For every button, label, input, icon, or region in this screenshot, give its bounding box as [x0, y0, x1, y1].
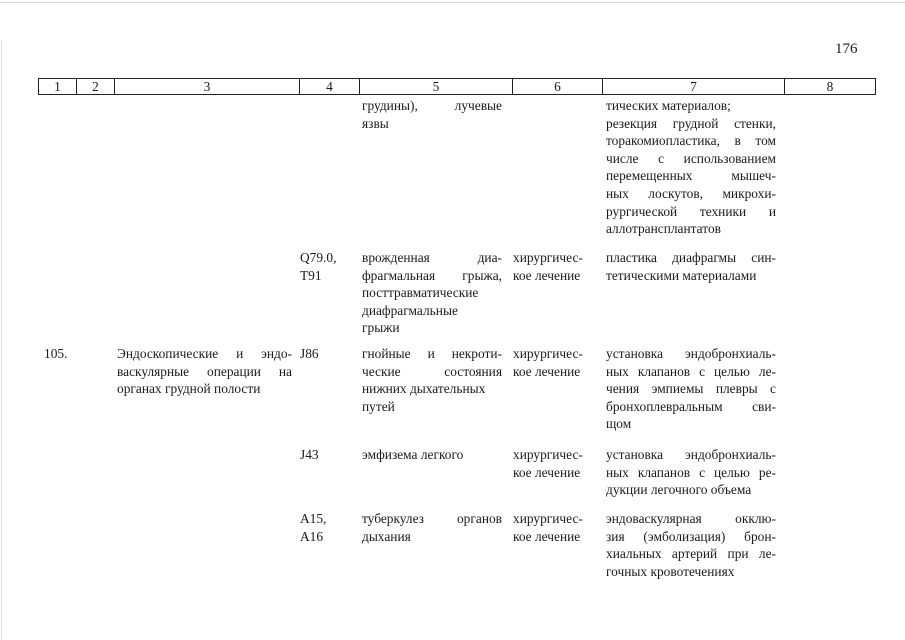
- text-line: гнойные и некроти-: [362, 346, 502, 361]
- text-line: Эндоскопические и эндо-: [117, 346, 292, 361]
- text-line: зия (эмболизация) брон-: [606, 528, 776, 544]
- continuation-model-cell: [362, 97, 502, 132]
- text-line: Q79.0,: [300, 250, 337, 265]
- text-line: J86: [300, 346, 319, 361]
- text-line: дыхания: [362, 528, 411, 544]
- text-line: числе с использованием: [606, 150, 776, 166]
- column-header-8: 8: [826, 79, 834, 94]
- row-1-method-cell: [606, 249, 776, 284]
- text-line: кое лечение: [513, 528, 581, 544]
- row-4-method-cell: [606, 510, 776, 580]
- continuation-method-cell: [606, 97, 776, 238]
- row-2-name-cell: [117, 345, 292, 398]
- text-line: A16: [300, 528, 324, 544]
- row-2-number-cell: 105.: [44, 346, 68, 361]
- text-line: аллотрансплантатов: [606, 221, 721, 237]
- text-line: щом: [606, 416, 632, 432]
- text-line: ческие состояния: [362, 363, 502, 379]
- text-line: органах грудной полости: [117, 381, 261, 397]
- text-line: ных клапанов с целью ле-: [606, 363, 776, 379]
- row-2-code-cell: [300, 345, 352, 363]
- text-line: эндоваскулярная окклю-: [606, 511, 776, 526]
- text-line: установка эндобронхиаль-: [606, 447, 776, 462]
- text-line: A15,: [300, 511, 327, 526]
- row-2-treatment-cell: [513, 345, 593, 380]
- text-line: пластика диафрагмы син-: [606, 250, 776, 265]
- row-1-treatment-cell: [513, 249, 593, 284]
- text-line: торакомиопластика, в том: [606, 133, 776, 149]
- row-3-model-cell: [362, 446, 502, 464]
- text-line: врожденная диа-: [362, 250, 502, 265]
- text-line: перемещенных мышеч-: [606, 168, 776, 184]
- text-line: рургической техники и: [606, 203, 776, 219]
- text-line: кое лечение: [513, 267, 581, 283]
- table-header-row: [38, 78, 876, 95]
- row-1-model-cell: [362, 249, 502, 337]
- text-line: T91: [300, 267, 322, 283]
- column-header-4: 4: [300, 79, 360, 94]
- text-line: установка эндобронхиаль-: [606, 346, 776, 361]
- row-4-model-cell: [362, 510, 502, 545]
- text-line: J43: [300, 447, 319, 462]
- row-2-model-cell: [362, 345, 502, 415]
- text-line: тетическими материалами: [606, 267, 757, 283]
- text-line: грыжи: [362, 320, 400, 336]
- text-line: язвы: [362, 115, 389, 131]
- row-4-code-cell: [300, 510, 352, 545]
- text-line: ных лоскутов, микрохи-: [606, 185, 776, 201]
- text-line: чения эмпиемы плевры с: [606, 381, 776, 397]
- scan-left-edge: [1, 40, 2, 640]
- text-line: посттравматические: [362, 285, 479, 301]
- text-line: туберкулез органов: [362, 511, 502, 526]
- text-line: ных клапанов с целью ре-: [606, 464, 776, 480]
- text-line: эмфизема легкого: [362, 447, 464, 462]
- text-line: грудины), лучевые: [362, 98, 502, 113]
- text-line: гочных кровотечениях: [606, 563, 735, 579]
- text-line: кое лечение: [513, 464, 581, 480]
- text-line: хирургичес-: [513, 447, 583, 462]
- text-line: резекция грудной стенки,: [606, 115, 776, 131]
- text-line: хирургичес-: [513, 346, 583, 361]
- column-header-2: 2: [77, 79, 115, 94]
- text-line: хирургичес-: [513, 511, 583, 526]
- row-2-method-cell: [606, 345, 776, 433]
- text-line: нижних дыхательных: [362, 381, 486, 397]
- row-4-treatment-cell: [513, 510, 593, 545]
- row-3-code-cell: [300, 446, 352, 464]
- row-3-treatment-cell: [513, 446, 593, 481]
- page-number: 176: [835, 41, 858, 57]
- column-header-3: 3: [115, 79, 300, 94]
- column-header-7: 7: [603, 79, 785, 94]
- text-line: бронхоплевральным сви-: [606, 398, 776, 414]
- text-line: хиальных артерий при ле-: [606, 546, 776, 562]
- text-line: дукции легочного объема: [606, 482, 752, 498]
- text-line: кое лечение: [513, 363, 581, 379]
- row-3-method-cell: [606, 446, 776, 499]
- text-line: хирургичес-: [513, 250, 583, 265]
- text-line: фрагмальная грыжа,: [362, 267, 502, 283]
- column-header-1: 1: [39, 79, 77, 94]
- text-line: васкулярные операции на: [117, 363, 292, 379]
- text-line: путей: [362, 398, 395, 414]
- text-line: диафрагмальные: [362, 302, 458, 318]
- text-line: тических материалов;: [606, 98, 731, 113]
- row-1-code-cell: [300, 249, 352, 284]
- scan-top-border: [0, 2, 905, 3]
- column-header-6: 6: [513, 79, 603, 94]
- column-header-5: 5: [360, 79, 513, 94]
